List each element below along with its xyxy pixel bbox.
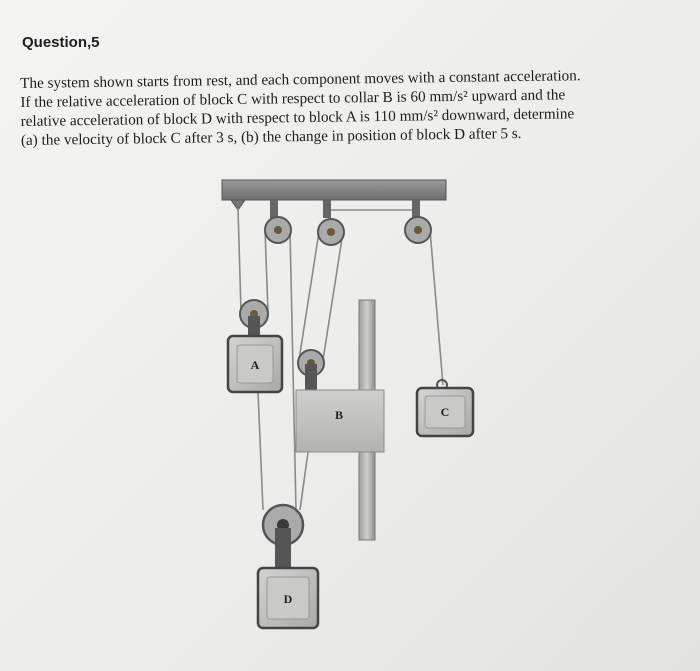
- block-a-label: A: [250, 358, 260, 372]
- ceiling-beam: [222, 180, 446, 200]
- top-pulley-3: [405, 200, 431, 243]
- block-c-label: C: [440, 405, 450, 419]
- question-number: Question,5: [22, 34, 100, 51]
- block-d: [258, 505, 318, 628]
- top-pulley-2: [318, 200, 344, 245]
- top-pulley-1: [265, 200, 291, 243]
- block-a: [228, 300, 282, 392]
- block-c: [417, 380, 473, 436]
- collar-b-label: B: [334, 408, 344, 422]
- problem-line-2: If the relative acceleration of block C with respect to collar B is 60 mm/s² upward and the: [20, 86, 566, 111]
- problem-line-3: relative acceleration of block D with respect to block A is 110 mm/s² downward, determine: [20, 105, 575, 130]
- problem-line-4: (a) the velocity of block C after 3 s, (b) the change in position of block D after 5 s.: [20, 125, 522, 149]
- block-d-label: D: [283, 592, 293, 606]
- problem-line-1: The system shown starts from rest, and each component moves with a constant acceleration.: [20, 67, 581, 92]
